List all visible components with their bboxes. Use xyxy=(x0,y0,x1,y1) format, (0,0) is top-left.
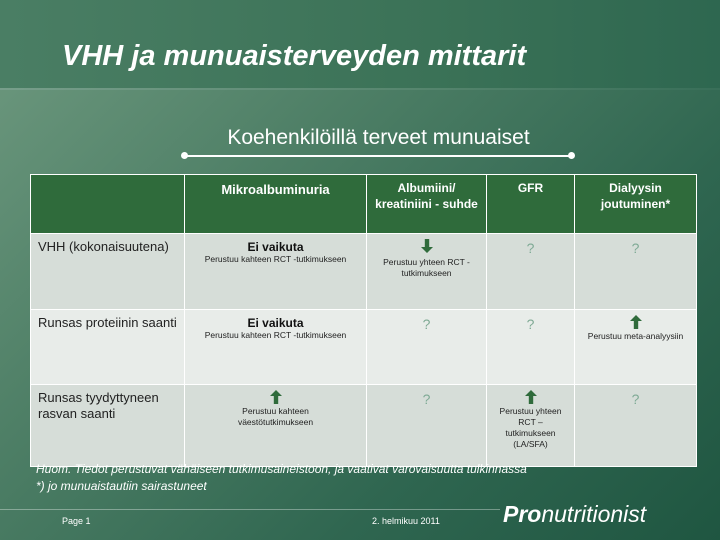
cell-basis: Perustuu kahteen väestötutkimukseen xyxy=(237,406,314,427)
table-row xyxy=(31,310,697,385)
cell-gfr xyxy=(487,234,575,310)
arrow-up-icon xyxy=(525,390,537,404)
question-mark: ? xyxy=(422,316,431,332)
cell-dialyysi xyxy=(575,310,697,385)
table-header-albumiini: Albumiini/ kreatiniini - suhde xyxy=(367,175,487,234)
cell-albumiini xyxy=(367,310,487,385)
cell-dialyysi xyxy=(575,385,697,467)
cell-mikroalbuminuria xyxy=(185,234,367,310)
row-label: Runsas proteiinin saanti xyxy=(31,310,185,385)
cell-gfr xyxy=(487,385,575,467)
cell-verdict: Ei vaikuta xyxy=(247,240,304,254)
bracket-left-dot xyxy=(181,152,188,159)
question-mark: ? xyxy=(526,240,535,256)
cell-basis: Perustuu yhteen RCT -tutkimukseen xyxy=(383,257,470,278)
pronutritionist-logo xyxy=(503,501,646,528)
cell-albumiini xyxy=(367,385,487,467)
evidence-table xyxy=(30,174,697,467)
question-mark: ? xyxy=(631,391,640,407)
question-mark: ? xyxy=(631,240,640,256)
slide-title: VHH ja munuaisterveyden mittarit xyxy=(62,40,527,72)
cell-mikroalbuminuria xyxy=(185,385,367,467)
table-row xyxy=(31,385,697,467)
group-label: Koehenkilöillä terveet munuaiset xyxy=(227,126,530,149)
row-label: Runsas tyydyttyneen rasvan saanti xyxy=(31,385,185,467)
cell-albumiini xyxy=(367,234,487,310)
cell-gfr xyxy=(487,310,575,385)
table-header-corner xyxy=(31,175,185,234)
cell-verdict: Ei vaikuta xyxy=(247,316,304,330)
question-mark: ? xyxy=(422,391,431,407)
cell-basis: Perustuu kahteen RCT -tutkimukseen xyxy=(204,254,347,264)
row-label: VHH (kokonaisuutena) xyxy=(31,234,185,310)
logo-pro: Pro xyxy=(503,501,542,527)
table-header-gfr: GFR xyxy=(487,175,575,234)
footnote-line-1: Huom. Tiedot perustuvat vähäiseen tutkimusaineistoon, ja vaativat varovaisuutta tulkinnassa xyxy=(36,462,527,476)
logo-rest: nutritionist xyxy=(541,501,647,527)
question-mark: ? xyxy=(526,316,535,332)
arrow-up-icon xyxy=(630,315,642,329)
table-header-row xyxy=(31,175,697,234)
cell-dialyysi xyxy=(575,234,697,310)
arrow-up-icon xyxy=(270,390,282,404)
footnote xyxy=(36,461,527,495)
table-row xyxy=(31,234,697,310)
footer-divider xyxy=(0,509,500,510)
cell-basis: Perustuu meta-analyysiin xyxy=(587,331,684,341)
cell-basis: Perustuu yhteen RCT – tutkimukseen (LA/SFA) xyxy=(499,406,562,449)
cell-basis: Perustuu kahteen RCT -tutkimukseen xyxy=(204,330,347,340)
footer-date: 2. helmikuu 2011 xyxy=(372,516,440,526)
page-number: Page 1 xyxy=(62,516,91,526)
bracket-right-dot xyxy=(568,152,575,159)
table-header-mikroalbuminuria: Mikroalbuminuria xyxy=(185,175,367,234)
arrow-down-icon xyxy=(421,239,433,253)
table-header-dialyysi: Dialyysin joutuminen* xyxy=(575,175,697,234)
table-body xyxy=(31,234,697,467)
footnote-line-2: *) jo munuaistautiin sairastuneet xyxy=(36,479,207,493)
cell-mikroalbuminuria xyxy=(185,310,367,385)
group-bracket xyxy=(184,155,572,157)
